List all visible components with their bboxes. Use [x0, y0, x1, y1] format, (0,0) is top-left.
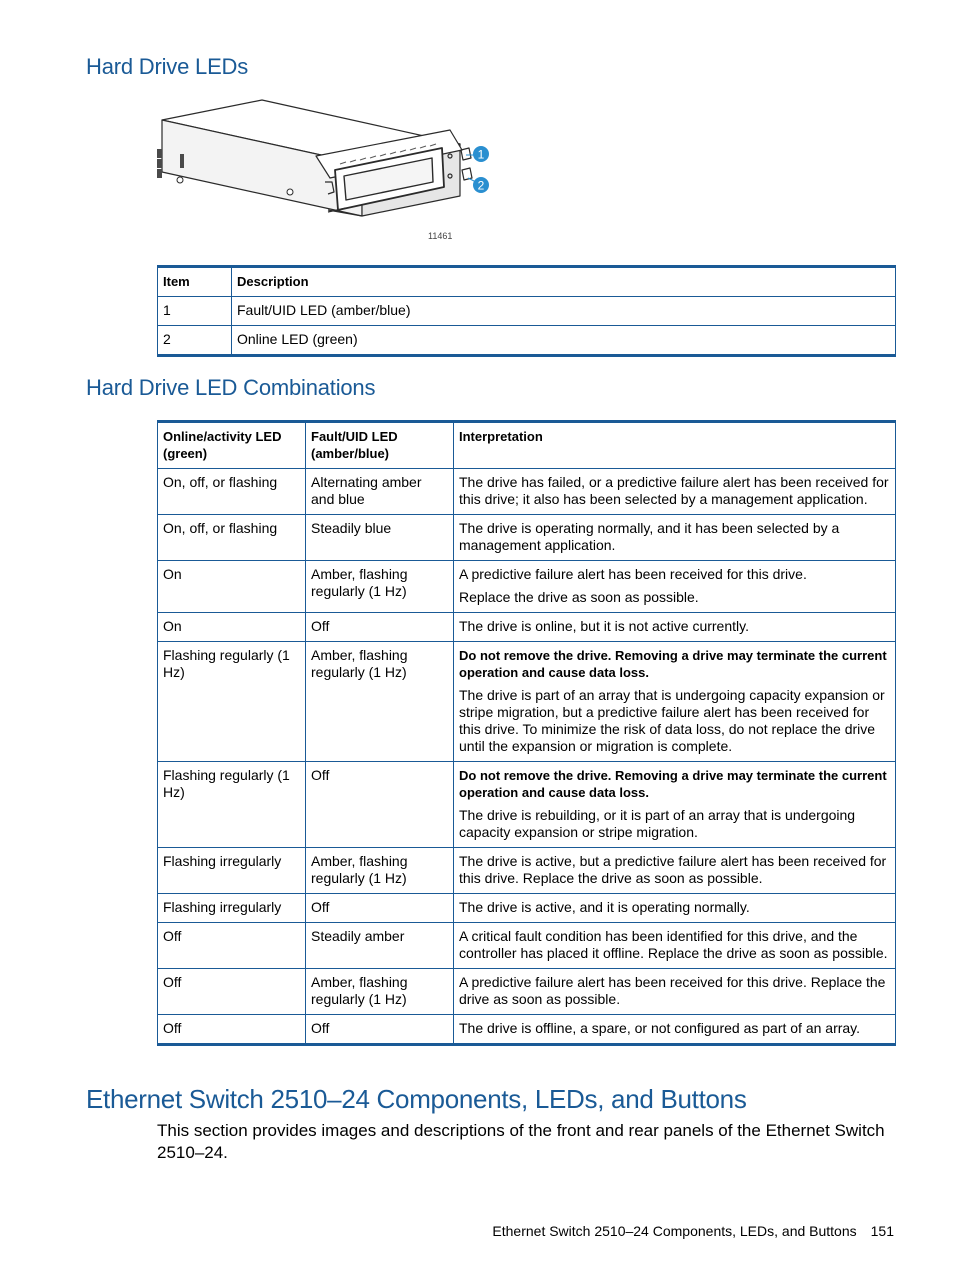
cell-online: Off	[158, 1015, 306, 1045]
cell-fault: Amber, flashing regularly (1 Hz)	[306, 969, 454, 1015]
table-row	[158, 642, 896, 762]
cell-online: On	[158, 613, 306, 642]
table-row	[158, 1015, 896, 1045]
cell-fault: Amber, flashing regularly (1 Hz)	[306, 561, 454, 613]
cell-online: On	[158, 561, 306, 613]
cell-online: Flashing irregularly	[158, 894, 306, 923]
cell-online: Flashing irregularly	[158, 848, 306, 894]
intro-paragraph: This section provides images and descriptions of the front and rear panels of the Ethernet Switch 2510–24.	[157, 1121, 885, 1162]
figure-id: 11461	[428, 231, 453, 241]
table-row	[158, 561, 896, 613]
cell-fault: Steadily amber	[306, 923, 454, 969]
warning-text: Do not remove the drive. Removing a drive may terminate the current operation and cause data loss.	[459, 768, 887, 800]
cell-fault: Off	[306, 894, 454, 923]
table-row	[158, 469, 896, 515]
svg-text:2: 2	[477, 178, 485, 193]
footer-title: Ethernet Switch 2510–24 Components, LEDs, and Buttons	[492, 1223, 857, 1239]
cell-online: On, off, or flashing	[158, 469, 306, 515]
page-number: 151	[870, 1223, 894, 1239]
cell-fault: Off	[306, 1015, 454, 1045]
section-heading-ethernet-switch: Ethernet Switch 2510–24 Components, LEDs, and Buttons	[86, 1084, 747, 1114]
table-row	[158, 326, 896, 356]
section-heading-hard-drive-leds: Hard Drive LEDs	[86, 54, 249, 79]
cell-item: 1	[158, 297, 232, 326]
table-row	[158, 923, 896, 969]
table-header-row	[158, 422, 896, 469]
cell-interpretation: The drive is online, but it is not active currently.	[454, 613, 896, 642]
cell-interpretation: A predictive failure alert has been received for this drive. Replace the drive as soon as possible.	[454, 561, 896, 613]
cell-interpretation: Do not remove the drive. Removing a drive may terminate the current operation and cause data loss. The drive is rebuilding, or it is part of an array that is undergoing capacity expansion or stripe migration.	[454, 762, 896, 848]
cell-fault: Steadily blue	[306, 515, 454, 561]
cell-fault: Off	[306, 613, 454, 642]
svg-text:1: 1	[477, 147, 485, 162]
led-table	[157, 265, 896, 357]
section-heading-led-combinations: Hard Drive LED Combinations	[86, 375, 376, 400]
hard-drive-figure	[150, 92, 500, 247]
column-header-interpretation: Interpretation	[454, 422, 896, 469]
cell-fault: Amber, flashing regularly (1 Hz)	[306, 642, 454, 762]
cell-interpretation: The drive has failed, or a predictive failure alert has been received for this drive; it also has been selected by a management application.	[454, 469, 896, 515]
cell-online: Flashing regularly (1 Hz)	[158, 762, 306, 848]
cell-description: Fault/UID LED (amber/blue)	[232, 297, 896, 326]
table-row	[158, 297, 896, 326]
cell-interpretation: Do not remove the drive. Removing a drive may terminate the current operation and cause data loss. The drive is part of an array that is undergoing capacity expansion or stripe migration, but a predictive failure alert has been received for this drive. To minimize the risk of data loss, do not replace the drive until the expansion or migration is complete.	[454, 642, 896, 762]
cell-interpretation: A predictive failure alert has been received for this drive. Replace the drive as soon as possible.	[454, 969, 896, 1015]
table-row	[158, 848, 896, 894]
table-row	[158, 762, 896, 848]
cell-interpretation: The drive is active, and it is operating normally.	[454, 894, 896, 923]
column-header-fault-led: Fault/UID LED (amber/blue)	[306, 422, 454, 469]
cell-item: 2	[158, 326, 232, 356]
table-row	[158, 969, 896, 1015]
table-header-row	[158, 267, 896, 297]
cell-description: Online LED (green)	[232, 326, 896, 356]
cell-fault: Off	[306, 762, 454, 848]
page-footer	[492, 1223, 894, 1239]
cell-online: Flashing regularly (1 Hz)	[158, 642, 306, 762]
callout-2	[473, 177, 489, 193]
cell-fault: Alternating amber and blue	[306, 469, 454, 515]
table-row	[158, 613, 896, 642]
cell-online: Off	[158, 969, 306, 1015]
column-header-item: Item	[158, 267, 232, 297]
hard-drive-illustration	[150, 92, 500, 247]
column-header-description: Description	[232, 267, 896, 297]
column-header-online-led: Online/activity LED (green)	[158, 422, 306, 469]
cell-online: Off	[158, 923, 306, 969]
cell-online: On, off, or flashing	[158, 515, 306, 561]
callout-1	[473, 146, 489, 162]
cell-interpretation: The drive is operating normally, and it has been selected by a management application.	[454, 515, 896, 561]
table-row	[158, 515, 896, 561]
cell-interpretation: The drive is active, but a predictive failure alert has been received for this drive. Replace the drive as soon as possible.	[454, 848, 896, 894]
warning-text: Do not remove the drive. Removing a drive may terminate the current operation and cause data loss.	[459, 648, 887, 680]
cell-fault: Amber, flashing regularly (1 Hz)	[306, 848, 454, 894]
cell-interpretation: The drive is offline, a spare, or not configured as part of an array.	[454, 1015, 896, 1045]
cell-interpretation: A critical fault condition has been identified for this drive, and the controller has placed it offline. Replace the drive as soon as possible.	[454, 923, 896, 969]
led-combination-table	[157, 420, 896, 1046]
table-row	[158, 894, 896, 923]
